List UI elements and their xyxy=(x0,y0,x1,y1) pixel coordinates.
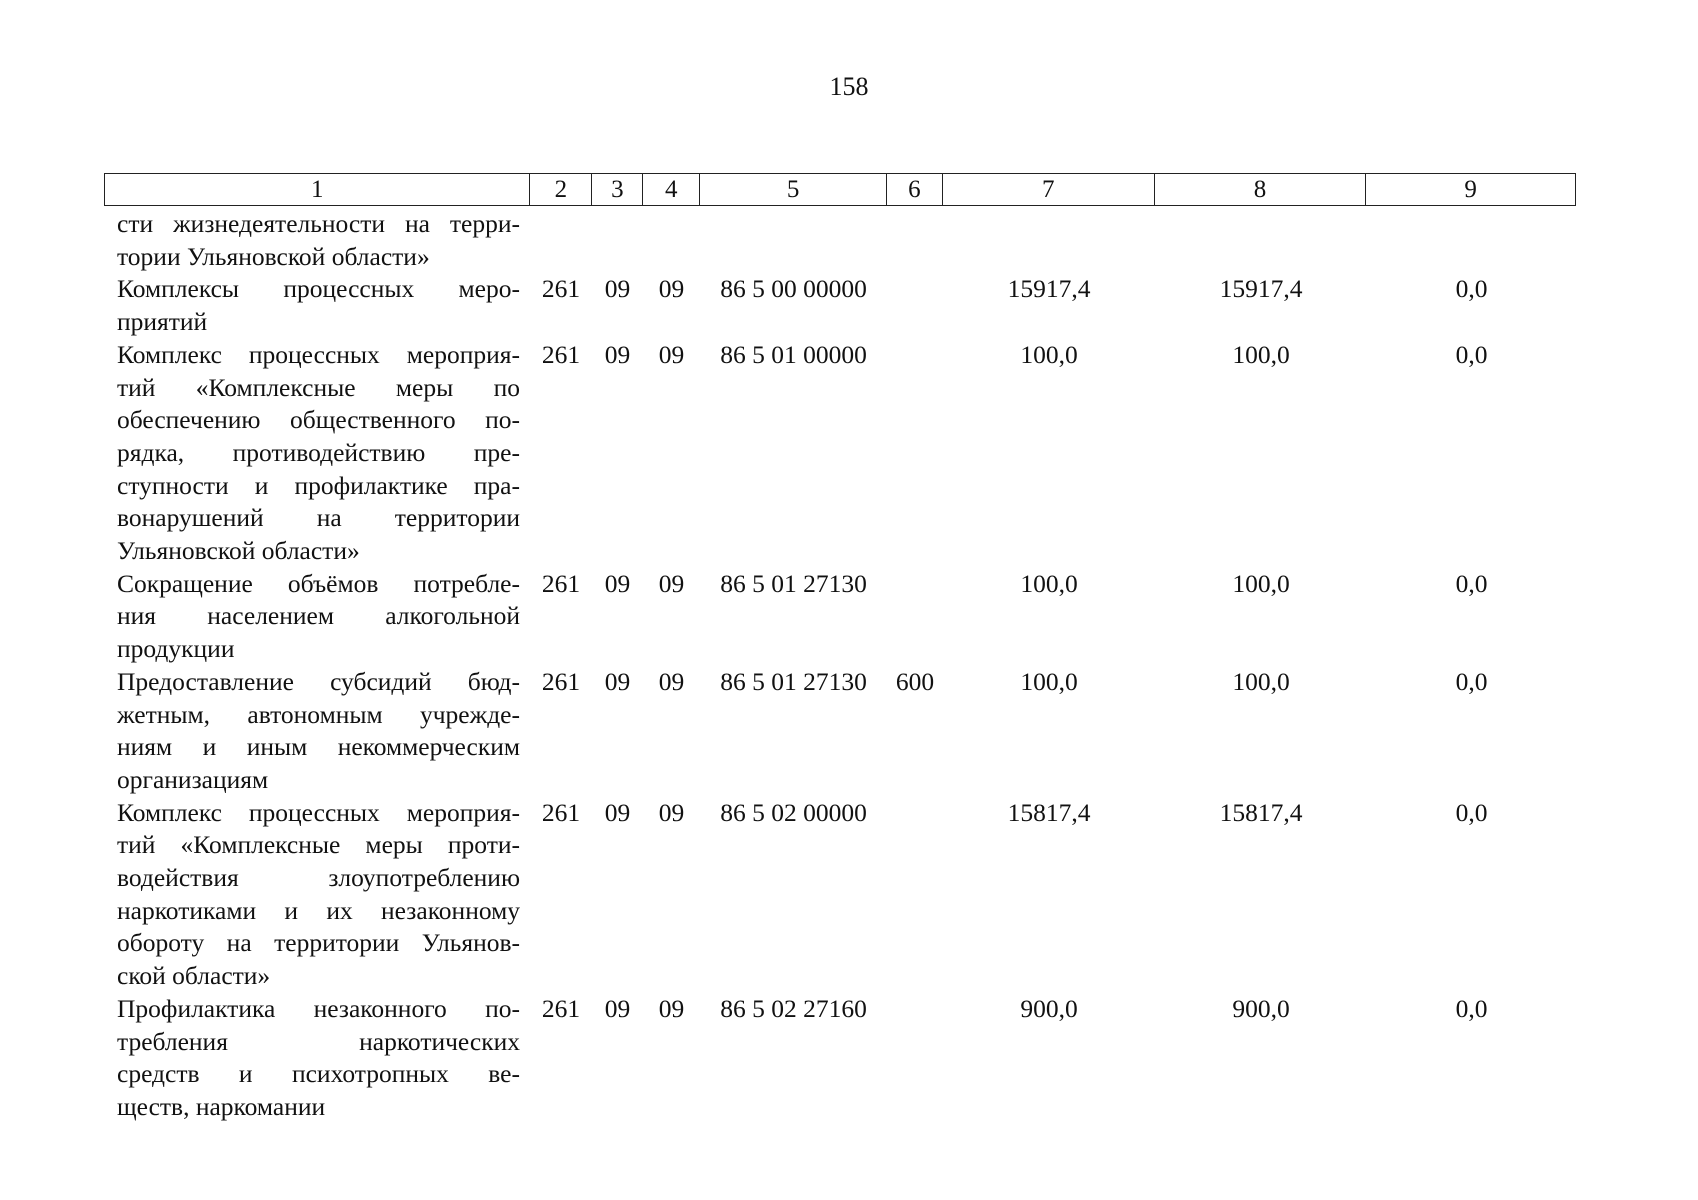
row-description xyxy=(104,273,530,338)
ministry-code-cell: 261 xyxy=(541,568,581,598)
page-number: 158 xyxy=(829,72,869,101)
description-line: средств и психотропных ве- xyxy=(117,1059,520,1089)
row-description xyxy=(104,208,530,273)
table-row xyxy=(104,568,1576,666)
column-header-1: 1 xyxy=(105,174,530,205)
expense-type-cell: 600 xyxy=(895,666,935,696)
description-line: ступности и профилактике пра- xyxy=(117,470,520,500)
amount-total-cell: 100,0 xyxy=(1020,568,1078,598)
description-line: организациям xyxy=(117,764,269,794)
column-header-5: 5 xyxy=(700,174,887,205)
amount-col9-cell: 0,0 xyxy=(1455,993,1488,1023)
expense-type-cell xyxy=(887,273,943,338)
amount-total-cell: 15817,4 xyxy=(1007,797,1091,827)
description-line: тий «Комплексные меры проти- xyxy=(117,830,520,860)
column-header-3: 3 xyxy=(592,174,643,205)
section-code-cell: 09 xyxy=(604,797,631,827)
description-line: ской области» xyxy=(117,961,271,991)
section-code-cell: 09 xyxy=(604,993,631,1023)
description-line: водействия злоупотреблению xyxy=(117,863,520,893)
expense-type-cell xyxy=(887,339,943,568)
description-line: ществ, наркомании xyxy=(117,1091,326,1121)
description-line: обеспечению общественного по- xyxy=(117,405,520,435)
column-header-row xyxy=(104,173,1576,206)
section-code-cell: 09 xyxy=(604,339,631,369)
amount-col8-cell: 100,0 xyxy=(1232,339,1290,369)
amount-total-cell: 15917,4 xyxy=(1007,274,1091,304)
description-line: рядка, противодействию пре- xyxy=(117,437,520,467)
expense-type-cell xyxy=(887,993,943,1124)
section-code-cell xyxy=(592,208,643,273)
ministry-code-cell: 261 xyxy=(541,339,581,369)
amount-col9-cell: 0,0 xyxy=(1455,568,1488,598)
amount-col9-cell: 0,0 xyxy=(1455,274,1488,304)
description-line: обороту на территории Ульянов- xyxy=(117,928,520,958)
column-header-4: 4 xyxy=(643,174,700,205)
description-line: жетным, автономным учрежде- xyxy=(117,699,520,729)
description-line: Ульяновской области» xyxy=(117,536,360,566)
description-line: вонарушений на территории xyxy=(117,503,520,533)
target-article-cell: 86 5 01 00000 xyxy=(720,339,867,369)
description-line: продукции xyxy=(117,634,235,664)
ministry-code-cell: 261 xyxy=(541,274,581,304)
section-code-cell: 09 xyxy=(604,666,631,696)
amount-col9-cell: 0,0 xyxy=(1455,339,1488,369)
description-line: тий «Комплексные меры по xyxy=(117,372,520,402)
table-row xyxy=(104,993,1576,1124)
description-line: наркотиками и их незаконному xyxy=(117,895,520,925)
ministry-code-cell: 261 xyxy=(541,797,581,827)
subsection-code-cell: 09 xyxy=(658,568,685,598)
amount-col8-cell xyxy=(1155,208,1367,273)
amount-col9-cell xyxy=(1367,208,1576,273)
table-row xyxy=(104,797,1576,993)
amount-total-cell: 100,0 xyxy=(1020,339,1078,369)
row-description xyxy=(104,666,530,797)
subsection-code-cell: 09 xyxy=(658,666,685,696)
amount-col8-cell: 15817,4 xyxy=(1219,797,1303,827)
description-line: требления наркотических xyxy=(117,1026,520,1056)
row-description xyxy=(104,797,530,993)
ministry-code-cell xyxy=(530,208,592,273)
amount-col8-cell: 100,0 xyxy=(1232,568,1290,598)
target-article-cell xyxy=(700,208,887,273)
table-row xyxy=(104,273,1576,338)
description-line: Сокращение объёмов потребле- xyxy=(117,568,520,598)
expense-type-cell xyxy=(887,568,943,666)
subsection-code-cell: 09 xyxy=(658,993,685,1023)
amount-col8-cell: 100,0 xyxy=(1232,666,1290,696)
column-header-6: 6 xyxy=(887,174,943,205)
column-header-8: 8 xyxy=(1155,174,1367,205)
description-line: ния населением алкогольной xyxy=(117,601,520,631)
amount-col9-cell: 0,0 xyxy=(1455,666,1488,696)
target-article-cell: 86 5 00 00000 xyxy=(720,274,867,304)
section-code-cell: 09 xyxy=(604,568,631,598)
ministry-code-cell: 261 xyxy=(541,666,581,696)
amount-col8-cell: 15917,4 xyxy=(1219,274,1303,304)
description-line: Предоставление субсидий бюд- xyxy=(117,666,520,696)
table-row xyxy=(104,339,1576,568)
amount-total-cell: 100,0 xyxy=(1020,666,1078,696)
amount-total-cell: 900,0 xyxy=(1020,993,1078,1023)
subsection-code-cell: 09 xyxy=(658,339,685,369)
expense-type-cell xyxy=(887,797,943,993)
description-line: Профилактика незаконного по- xyxy=(117,993,520,1023)
subsection-code-cell: 09 xyxy=(658,797,685,827)
ministry-code-cell: 261 xyxy=(541,993,581,1023)
description-line: сти жизнедеятельности на терри- xyxy=(117,209,520,238)
target-article-cell: 86 5 02 27160 xyxy=(720,993,867,1023)
subsection-code-cell: 09 xyxy=(658,274,685,304)
target-article-cell: 86 5 02 00000 xyxy=(720,797,867,827)
row-description xyxy=(104,993,530,1124)
table-row xyxy=(104,666,1576,797)
amount-total-cell xyxy=(943,208,1155,273)
section-code-cell: 09 xyxy=(604,274,631,304)
amount-col9-cell: 0,0 xyxy=(1455,797,1488,827)
target-article-cell: 86 5 01 27130 xyxy=(720,568,867,598)
description-line: ниям и иным некоммерческим xyxy=(117,732,520,762)
table-row xyxy=(104,208,1576,273)
expense-type-cell xyxy=(887,208,943,273)
column-header-7: 7 xyxy=(943,174,1155,205)
target-article-cell: 86 5 01 27130 xyxy=(720,666,867,696)
row-description xyxy=(104,339,530,568)
row-description xyxy=(104,568,530,666)
table-body xyxy=(104,208,1576,1124)
column-header-9: 9 xyxy=(1464,176,1477,203)
description-line: Комплексы процессных меро- xyxy=(117,274,520,304)
amount-col8-cell: 900,0 xyxy=(1232,993,1290,1023)
description-line: Комплекс процессных мероприя- xyxy=(117,339,520,369)
description-line: приятий xyxy=(117,307,208,337)
subsection-code-cell xyxy=(643,208,700,273)
description-line: Комплекс процессных мероприя- xyxy=(117,797,520,827)
description-line: тории Ульяновской области» xyxy=(117,241,430,271)
column-header-2: 2 xyxy=(530,174,592,205)
